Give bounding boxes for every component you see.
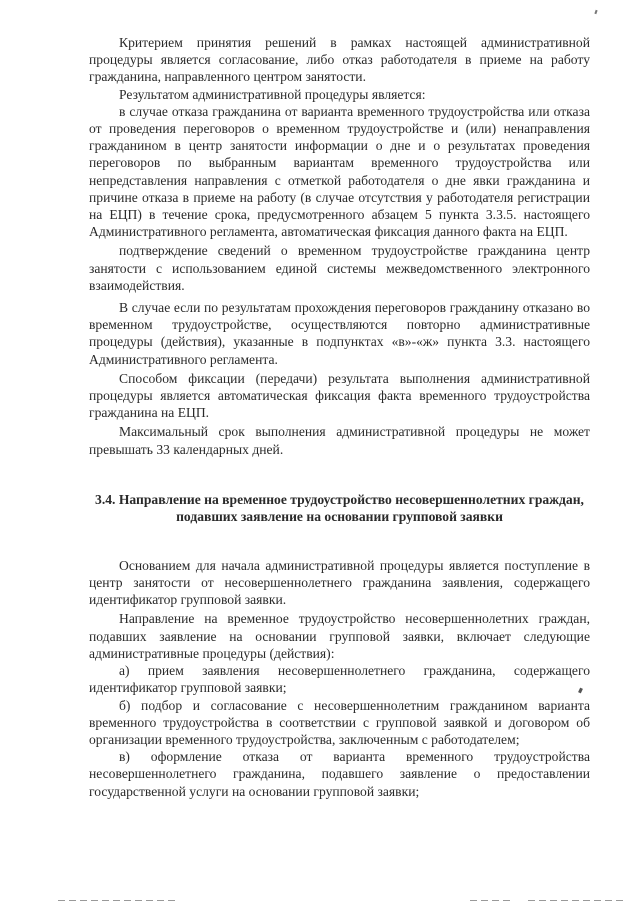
- scan-artifact: [470, 900, 510, 901]
- list-item: в) оформление отказа от варианта временного трудоустройства несовершеннолетнего гражданина, подавшего заявление о предоставлении государственной услуги на основании групповой заявки;: [89, 749, 590, 799]
- paragraph: Направление на временное трудоустройство несовершеннолетних граждан, подавших заявление на основании групповой заявки, включает следующие административные процедуры (действия):: [89, 611, 590, 661]
- paragraph: Максимальный срок выполнения административной процедуры не может превышать 33 календарных дней.: [89, 424, 590, 457]
- paragraph: Основанием для начала административной процедуры является поступление в центр занятости от несовершеннолетнего гражданина заявления, содержащего идентификатор групповой заявки.: [89, 557, 590, 608]
- paragraph: в случае отказа гражданина от варианта временного трудоустройства или отказа от проведения переговоров о временном трудоустройстве и (или) ненаправления гражданином в центр занятости информации о дне и о результатах проведения переговоров по выбранным вариантам временного трудоустройства или непредставления направления с отметкой работодателя о дне явки гражданина и причине отказа в приеме на работу (в случае отсутствия у работодателя регистрации на ЕЦП) в течение срока, предусмотренного абзацем 5 пункта 3.3.5. настоящего Административного регламента, автоматическая фиксация данного факта на ЕЦП.: [89, 103, 590, 240]
- paragraph: Способом фиксации (передачи) результата выполнения административной процедуры является автоматическая фиксация факта временного трудоустройства гражданина на ЕЦП.: [89, 370, 590, 421]
- paragraph: подтверждение сведений о временном трудоустройстве гражданина центр занятости с использованием единой системы межведомственного электронного взаимодействия.: [89, 243, 590, 293]
- section-heading: 3.4. Направление на временное трудоустройство несовершеннолетних граждан, подавших заявление на основании групповой заявки: [95, 491, 584, 525]
- scan-artifact: [594, 10, 597, 14]
- list-item: а) прием заявления несовершеннолетнего гражданина, содержащего идентификатор групповой заявки;: [89, 663, 590, 696]
- paragraph: Результатом административной процедуры является:: [119, 86, 426, 102]
- list-item: б) подбор и согласование с несовершеннолетним гражданином варианта временного трудоустройства в соответствии с групповой заявкой и договором об организации временного трудоустройства, заключенным с работодателем;: [89, 697, 590, 747]
- scan-artifact: [58, 900, 178, 901]
- scan-artifact: [528, 900, 624, 901]
- paragraph: Критерием принятия решений в рамках настоящей административной процедуры является согласование, либо отказ работодателя в приеме на работу гражданина, направленного центром занятости.: [89, 35, 590, 85]
- paragraph: В случае если по результатам прохождения переговоров гражданину отказано во временном трудоустройстве, осуществляются повторно административные процедуры (действия), указанные в подпунктах «в»-«ж» пункта 3.3. настоящего Административного регламента.: [89, 300, 590, 367]
